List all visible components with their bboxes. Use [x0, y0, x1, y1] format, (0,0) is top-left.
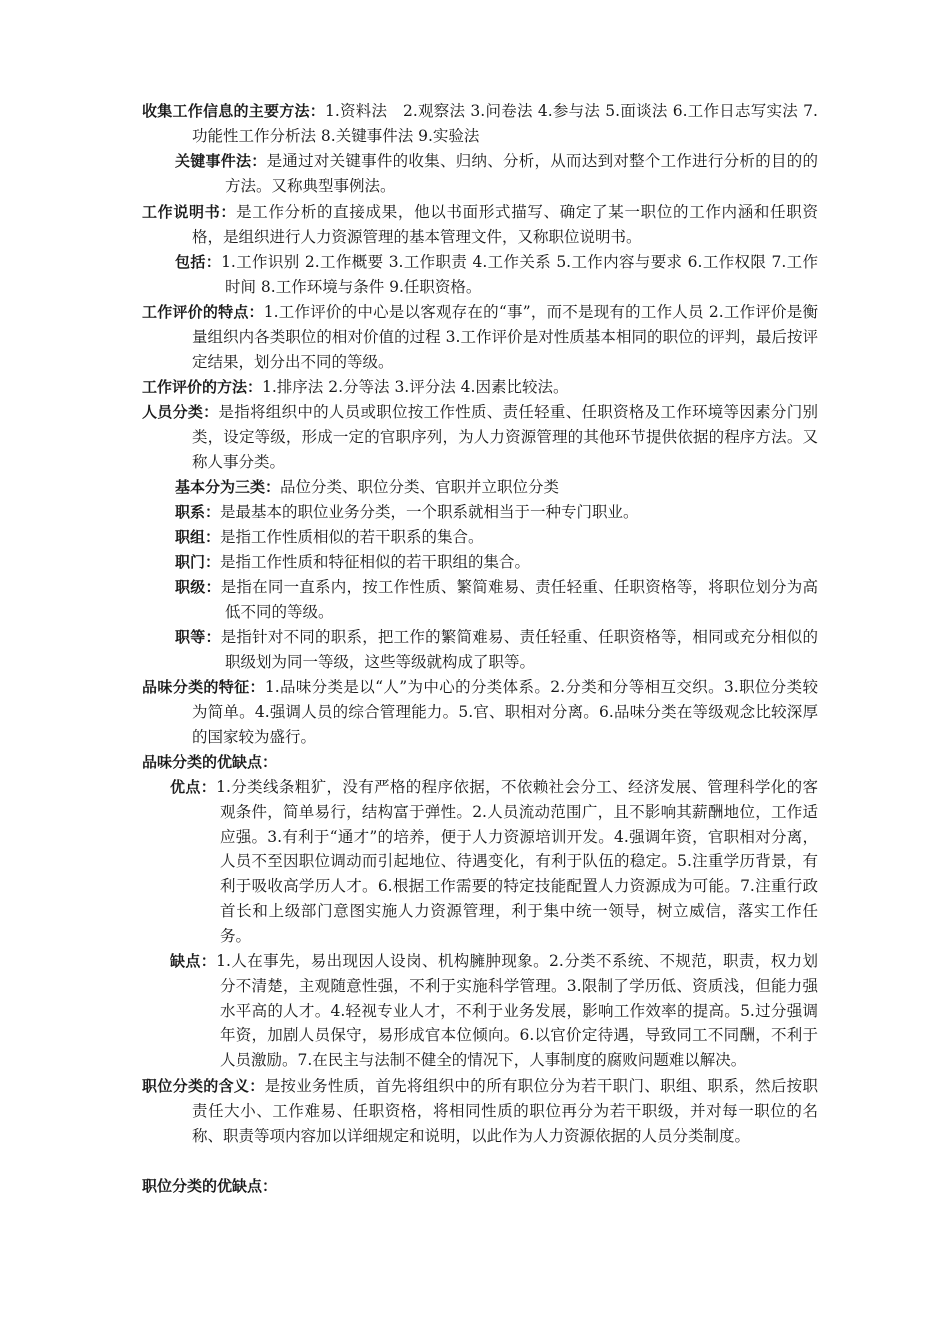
- rank-cons-text: 1.人在事先，易出现因人设岗、机构臃肿现象。2.分类不系统、不规范，职责，权力划分不清楚，主观随意性强，不利于实施科学管理。3.限制了学历低、资质浅，但能力强水平高的人才。4.轻视专业人才，不利于业务发展，影响工作效率的提高。5.过分强调年资，加剧人员保守，易形成官本位倾向。6.以官价定待遇，导致同工不同酬，不利于人员激励。7.在民主与法制不健全的情况下，人事制度的腐败问题难以解决。: [216, 952, 818, 1070]
- job-category-paragraph: [175, 550, 818, 575]
- rank-pros-cons-label: 品味分类的优缺点：: [142, 753, 278, 771]
- job-series-label: 职系：: [175, 503, 221, 521]
- job-grade-text: 是指针对不同的职系，把工作的繁简难易、责任轻重、任职资格等，相同或充分相似的职级划为同一等级，这些等级就构成了职等。: [220, 628, 818, 671]
- collect-methods-paragraph: [142, 99, 818, 149]
- evaluation-features-paragraph: [142, 300, 818, 374]
- position-meaning-paragraph: [142, 1074, 818, 1148]
- job-description-label: 工作说明书：: [142, 203, 237, 221]
- job-series-text: 是最基本的职位业务分类，一个职系就相当于一种专门职业。: [220, 503, 639, 521]
- job-description-text: 是工作分析的直接成果，他以书面形式描写、确定了某一职位的工作内涵和任职资格，是组织进行人力资源管理的基本管理文件，又称职位说明书。: [192, 203, 818, 246]
- evaluation-methods-text: 1.排序法 2.分等法 3.评分法 4.因素比较法。: [262, 378, 569, 396]
- evaluation-features-text: 1.工作评价的中心是以客观存在的“事”，而不是现有的工作人员 2.工作评价是衡量组织内各类职位的相对价值的过程 3.工作评价是对性质基本相同的职位的评判，最后按评定结果，划分出不同的等级。: [192, 303, 818, 371]
- job-group-text: 是指工作性质相似的若干职系的集合。: [220, 528, 484, 546]
- critical-incident-label: 关键事件法：: [175, 152, 267, 170]
- job-description-paragraph: [142, 200, 818, 250]
- job-description-includes-label: 包括：: [175, 253, 222, 271]
- job-description-includes-text: 1.工作识别 2.工作概要 3.工作职责 4.工作关系 5.工作内容与要求 6.工作权限 7.工作时间 8.工作环境与条件 9.任职资格。: [221, 253, 818, 296]
- job-category-text: 是指工作性质和特征相似的若干职组的集合。: [220, 553, 531, 571]
- three-types-text: 品位分类、职位分类、官职并立职位分类: [280, 478, 560, 496]
- rank-pros-cons-heading: [142, 750, 818, 775]
- evaluation-methods-label: 工作评价的方法：: [142, 378, 263, 396]
- rank-cons-paragraph: [170, 949, 818, 1073]
- job-series-paragraph: [175, 500, 818, 525]
- rank-pros-label: 优点：: [170, 778, 217, 796]
- position-meaning-text: 是按业务性质，首先将组织中的所有职位分为若干职门、职组、职系，然后按职责任大小、工作难易、任职资格，将相同性质的职位再分为若干职级，并对每一职位的名称、职责等项内容加以详细规定和说明，以此作为人力资源依据的人员分类制度。: [192, 1077, 818, 1145]
- job-description-includes-paragraph: [175, 250, 818, 300]
- position-pros-cons-label: 职位分类的优缺点：: [142, 1177, 278, 1195]
- critical-incident-paragraph: [175, 149, 818, 199]
- job-level-paragraph: [175, 575, 818, 625]
- job-level-label: 职级：: [175, 578, 221, 596]
- evaluation-features-label: 工作评价的特点：: [142, 303, 264, 321]
- rank-pros-paragraph: [170, 775, 818, 949]
- job-level-text: 是指在同一直系内，按工作性质、繁简难易、责任轻重、任职资格等，将职位划分为高低不同的等级。: [220, 578, 818, 621]
- personnel-classification-label: 人员分类：: [142, 403, 219, 421]
- evaluation-methods-paragraph: [142, 375, 818, 400]
- personnel-classification-text: 是指将组织中的人员或职位按工作性质、责任轻重、任职资格及工作环境等因素分门别类，设定等级，形成一定的官职序列，为人力资源管理的其他环节提供依据的程序方法。又称人事分类。: [192, 403, 818, 471]
- job-group-label: 职组：: [175, 528, 221, 546]
- job-grade-paragraph: [175, 625, 818, 675]
- rank-features-label: 品味分类的特征：: [142, 678, 265, 696]
- three-types-paragraph: [175, 475, 818, 500]
- personnel-classification-paragraph: [142, 400, 818, 474]
- position-meaning-label: 职位分类的含义：: [142, 1077, 265, 1095]
- rank-cons-label: 缺点：: [170, 952, 217, 970]
- rank-features-text: 1.品味分类是以“人”为中心的分类体系。2.分类和分等相互交织。3.职位分类较为简单。4.强调人员的综合管理能力。5.官、职相对分离。6.品味分类在等级观念比较深厚的国家较为盛行。: [192, 678, 818, 746]
- collect-methods-label: 收集工作信息的主要方法：: [142, 102, 325, 120]
- collect-methods-text: 1.资料法 2.观察法 3.问卷法 4.参与法 5.面谈法 6.工作日志写实法 7.功能性工作分析法 8.关键事件法 9.实验法: [192, 102, 818, 145]
- position-pros-cons-heading: [142, 1174, 818, 1199]
- job-grade-label: 职等：: [175, 628, 221, 646]
- rank-pros-text: 1.分类线条粗犷，没有严格的程序依据，不依赖社会分工、经济发展、管理科学化的客观条件，简单易行，结构富于弹性。2.人员流动范围广，且不影响其薪酬地位，工作适应强。3.有利于“通才”的培养，便于人力资源培训开发。4.强调年资，官职相对分离，人员不至因职位调动而引起地位、待遇变化，有利于队伍的稳定。5.注重学历背景，有利于吸收高学历人才。6.根据工作需要的特定技能配置人力资源成为可能。7.注重行政首长和上级部门意图实施人力资源管理，利于集中统一领导，树立威信，落实工作任务。: [216, 778, 818, 945]
- job-group-paragraph: [175, 525, 818, 550]
- job-category-label: 职门：: [175, 553, 221, 571]
- three-types-label: 基本分为三类：: [175, 478, 281, 496]
- rank-features-paragraph: [142, 675, 818, 749]
- critical-incident-text: 是通过对关键事件的收集、归纳、分析，从而达到对整个工作进行分析的目的的方法。又称典型事例法。: [225, 152, 818, 195]
